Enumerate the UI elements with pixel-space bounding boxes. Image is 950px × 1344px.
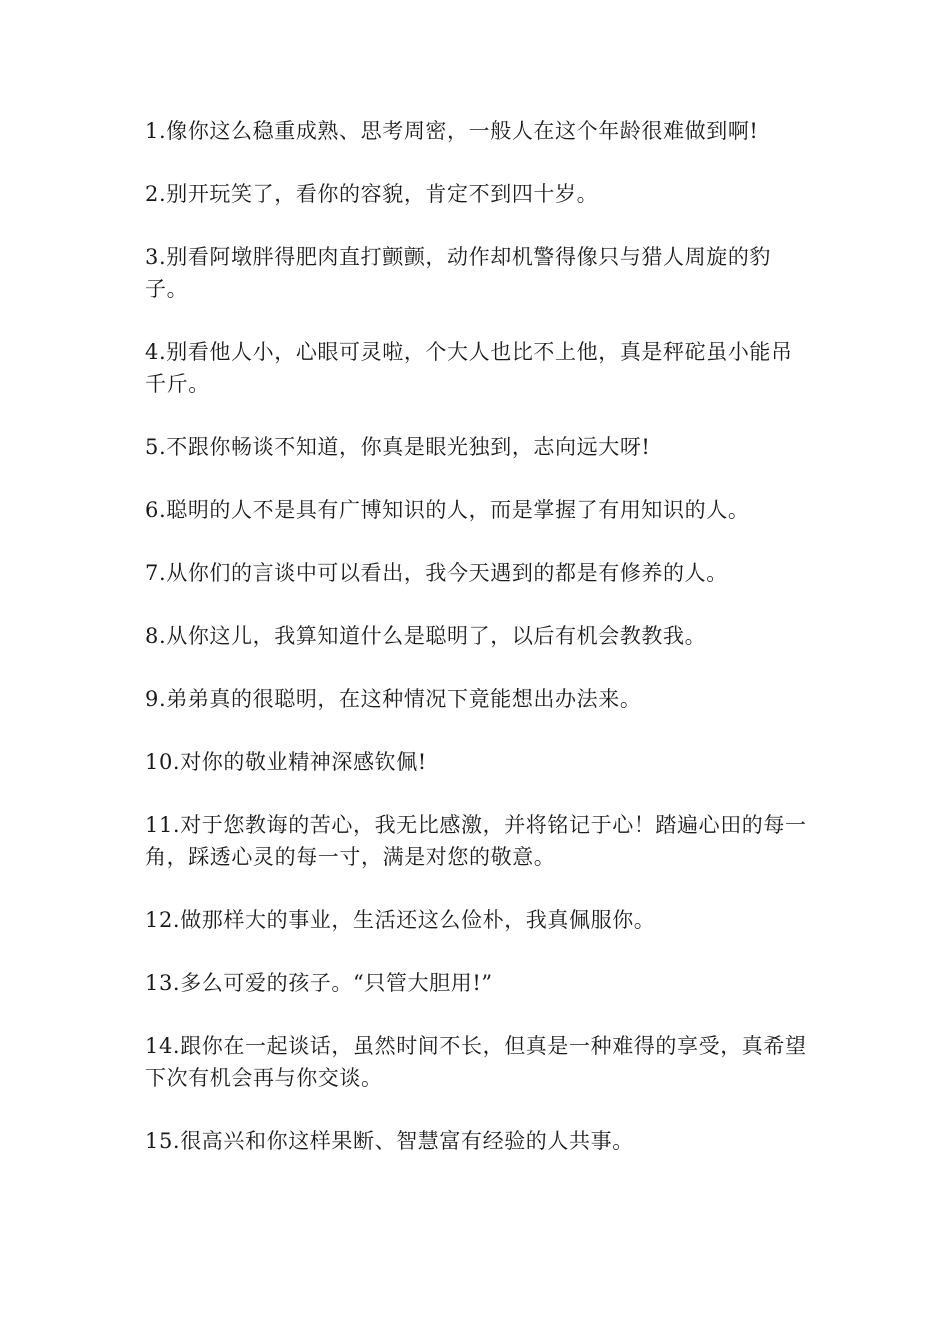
paragraph-15: 15.很高兴和你这样果断、智慧富有经验的人共事。 xyxy=(145,1129,634,1153)
paragraph-4: 4.别看他人小，心眼可灵啦，个大人也比不上他，真是秤砣虽小能吊千斤。 xyxy=(145,340,793,396)
paragraph-6: 6.聪明的人不是具有广博知识的人，而是掌握了有用知识的人。 xyxy=(145,498,750,522)
paragraph-3: 3.别看阿墩胖得肥肉直打颤颤，动作却机警得像只与猎人周旋的豹子。 xyxy=(145,245,772,301)
paragraph-7: 7.从你们的言谈中可以看出，我今天遇到的都是有修养的人。 xyxy=(145,561,728,585)
paragraph-10: 10.对你的敬业精神深感钦佩! xyxy=(145,750,427,774)
paragraph-12: 12.做那样大的事业，生活还这么俭朴，我真佩服你。 xyxy=(145,908,656,932)
paragraph-11: 11.对于您教诲的苦心，我无比感激，并将铭记于心！踏遍心田的每一角，踩透心灵的每一寸，满是对您的敬意。 xyxy=(145,813,807,869)
paragraph-2: 2.别开玩笑了，看你的容貌，肯定不到四十岁。 xyxy=(145,182,599,206)
paragraph-1: 1.像你这么稳重成熟、思考周密，一般人在这个年龄很难做到啊! xyxy=(145,119,759,143)
paragraph-5: 5.不跟你畅谈不知道，你真是眼光独到，志向远大呀! xyxy=(145,435,651,459)
document-body xyxy=(145,115,810,1188)
paragraph-8: 8.从你这儿，我算知道什么是聪明了，以后有机会教教我。 xyxy=(145,624,707,648)
paragraph-9: 9.弟弟真的很聪明，在这种情况下竟能想出办法来。 xyxy=(145,687,642,711)
paragraph-13: 13.多么可爱的孩子。“只管大胆用!” xyxy=(145,971,493,995)
paragraph-14: 14.跟你在一起谈话，虽然时间不长，但真是一种难得的享受，真希望下次有机会再与你交谈。 xyxy=(145,1034,807,1090)
